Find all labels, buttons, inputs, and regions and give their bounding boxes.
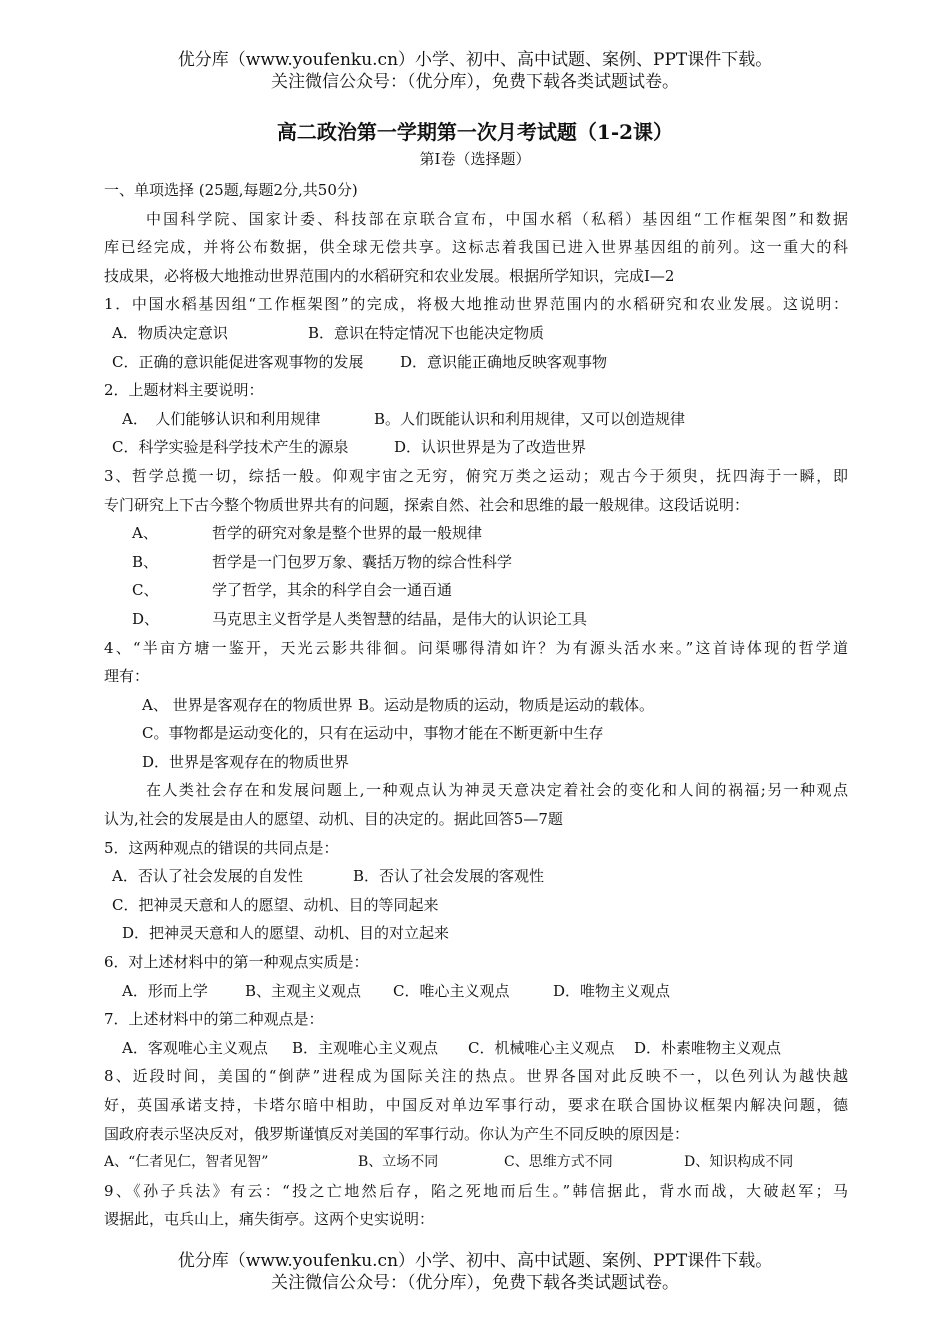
question-1-option-c: C．正确的意识能促进客观事物的发展 [112, 352, 364, 371]
question-2-option-a: A． 人们能够认识和利用规律 [122, 409, 321, 428]
question-1-options-ab [104, 319, 848, 348]
question-4-option-d: D．世界是客观存在的物质世界 [142, 752, 350, 771]
question-7-options [104, 1034, 848, 1063]
question-6-options [104, 977, 848, 1006]
page-footer [0, 1250, 950, 1294]
question-5-option-d: D．把神灵天意和人的愿望、动机、目的对立起来 [122, 924, 450, 943]
question-5-options-ab [104, 862, 848, 891]
question-6-option-a: A．形而上学 [122, 981, 208, 1000]
question-4-option-c: C。事物都是运动变化的，只有在运动中，事物才能在不断更新中生存 [142, 724, 604, 743]
question-2-option-d: D．认识世界是为了改造世界 [394, 438, 587, 457]
question-5-stem: 5．这两种观点的错误的共同点是： [104, 838, 339, 857]
question-3-option-d: D、 马克思主义哲学是人类智慧的结晶，是伟大的认识论工具 [132, 609, 588, 628]
question-5-option-b: B．否认了社会发展的客观性 [353, 867, 545, 886]
question-7-option-a: A．客观唯心主义观点 [122, 1038, 268, 1057]
section-heading: 一、单项选择 (25题,每题2分,共50分) [104, 181, 358, 199]
question-8-option-c: C、思维方式不同 [504, 1154, 613, 1171]
material-2-line: 认为,社会的发展是由人的愿望、动机、目的决定的。据此回答5—7题 [104, 810, 563, 829]
question-7-option-c: C．机械唯心主义观点 [468, 1038, 615, 1057]
exam-title: 高二政治第一学期第一次月考试题（1-2课） [276, 120, 674, 144]
header-line-2: 关注微信公众号：（优分库），免费下载各类试题试卷。 [271, 72, 679, 92]
question-7-option-d: D．朴素唯物主义观点 [634, 1038, 782, 1057]
question-9-stem: 谡据此，屯兵山上，痛失街亭。这两个史实说明： [104, 1210, 435, 1229]
question-1-option-a: A．物质决定意识 [112, 323, 228, 342]
material-1-line: 技成果，必将极大地推动世界范围内的水稻研究和农业发展。根据所学知识，完成I—2 [104, 266, 675, 285]
question-6-option-b: B、主观主义观点 [245, 981, 362, 1000]
question-6-option-c: C．唯心主义观点 [393, 981, 510, 1000]
exam-subtitle: 第I卷（选择题） [419, 150, 531, 168]
question-8-option-d: D、知识构成不同 [684, 1154, 794, 1171]
question-6-stem: 6．对上述材料中的第一种观点实质是： [104, 953, 369, 972]
footer-line-2: 关注微信公众号：（优分库），免费下载各类试题试卷。 [271, 1273, 679, 1293]
question-7-stem: 7．上述材料中的第二种观点是： [104, 1010, 324, 1029]
question-9-stem: 9、《孙子兵法》有云：“投之亡地然后存，陷之死地而后生。”韩信据此，背水而战，大破赵军；马 [104, 1181, 848, 1200]
question-7-option-b: B．主观唯心主义观点 [292, 1038, 439, 1057]
question-3-stem: 3、哲学总揽一切，综括一般。仰观宇宙之无穷，俯究万类之运动；观古今于须臾，抚四海于一瞬，即 [104, 466, 848, 485]
question-8-option-b: B、立场不同 [358, 1154, 439, 1171]
question-8-stem: 8、近段时间，美国的“倒萨”进程成为国际关注的热点。世界各国对此反映不一，以色列认为越快越 [104, 1067, 848, 1086]
question-6-option-d: D．唯物主义观点 [553, 981, 671, 1000]
question-8-option-a: A、“仁者见仁，智者见智” [104, 1154, 269, 1171]
footer-line-1: 优分库（www.youfenku.cn）小学、初中、高中试题、案例、PPT课件下载。 [177, 1251, 773, 1271]
question-2-options-ab [104, 405, 848, 434]
question-3-option-b: B、 哲学是一门包罗万象、囊括万物的综合性科学 [132, 552, 513, 571]
question-5-option-a: A．否认了社会发展的自发性 [112, 867, 303, 886]
exam-content [104, 176, 848, 1234]
question-4-stem: 理有： [104, 667, 150, 686]
question-8-stem: 好，英国承诺支持，卡塔尔暗中相助，中国反对单边军事行动，要求在联合国协议框架内解决问题，德 [104, 1096, 848, 1114]
question-2-option-b: B。人们既能认识和利用规律，又可以创造规律 [374, 409, 686, 428]
header-line-1: 优分库（www.youfenku.cn）小学、初中、高中试题、案例、PPT课件下载。 [177, 50, 773, 70]
question-5-option-c: C．把神灵天意和人的愿望、动机、目的等同起来 [112, 895, 439, 914]
question-4-option-b: B。运动是物质的运动，物质是运动的载体。 [358, 695, 655, 714]
question-4-stem: 4、“半亩方塘一鉴开，天光云影共徘徊。问渠哪得清如许？为有源头活水来。”这首诗体现的哲学道 [104, 638, 848, 657]
question-1-options-cd [104, 348, 848, 377]
material-1-line: 中国科学院、国家计委、科技部在京联合宣布，中国水稻（私稻）基因组“工作框架图”和数据 [146, 209, 848, 228]
question-3-option-a: A、 哲学的研究对象是整个世界的最一般规律 [132, 524, 483, 543]
material-2-line: 在人类社会存在和发展问题上,一种观点认为神灵天意决定着社会的变化和人间的祸福;另一种观点 [146, 781, 848, 800]
question-4-option-a: A、 世界是客观存在的物质世界 [142, 695, 353, 714]
question-3-stem: 专门研究上下古今整个物质世界共有的问题，探索自然、社会和思维的最一般规律。这段话说明： [104, 495, 750, 514]
material-1-line: 库已经完成，并将公布数据，供全球无偿共享。这标志着我国已进入世界基因组的前列。这一重大的科 [104, 238, 848, 257]
question-8-stem: 国政府表示坚决反对，俄罗斯谨慎反对美国的军事行动。你认为产生不同反映的原因是： [104, 1124, 690, 1143]
question-1-option-d: D．意识能正确地反映客观事物 [400, 352, 608, 371]
question-2-option-c: C．科学实验是科学技术产生的源泉 [112, 438, 349, 457]
question-1-stem: 1．中国水稻基因组“工作框架图”的完成，将极大地推动世界范围内的水稻研究和农业发展。这说明： [104, 295, 848, 314]
question-2-options-cd [104, 433, 848, 462]
page-header [0, 49, 950, 93]
question-4-options-ab [104, 691, 848, 720]
question-1-option-b: B．意识在特定情况下也能决定物质 [308, 323, 545, 342]
question-2-stem: 2．上题材料主要说明： [104, 381, 264, 400]
question-3-option-c: C、 学了哲学，其余的科学自会一通百通 [132, 581, 453, 600]
question-8-options [104, 1148, 848, 1177]
